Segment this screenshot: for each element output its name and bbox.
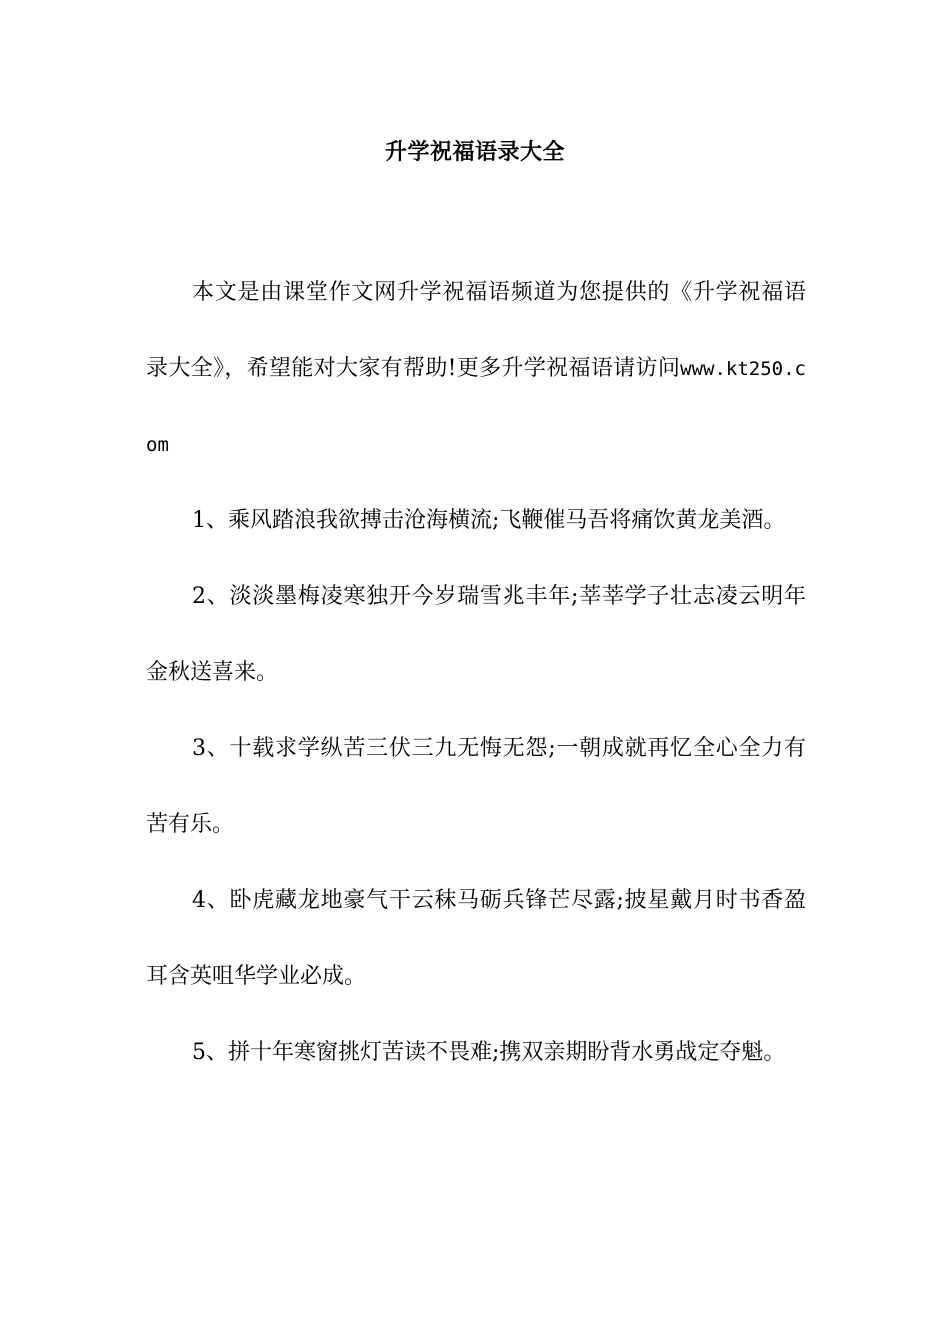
- list-item: 4、卧虎藏龙地豪气干云秣马砺兵锋芒尽露;披星戴月时书香盈耳含英咀华学业必成。: [146, 888, 806, 989]
- list-item: 1、乘风踏浪我欲搏击沧海横流;飞鞭催马吾将痛饮黄龙美酒。: [192, 508, 786, 533]
- list-item: 3、十载求学纵苦三伏三九无悔无怨;一朝成就再忆全心全力有苦有乐。: [146, 736, 806, 837]
- list-item: 2、淡淡墨梅凌寒独开今岁瑞雪兆丰年;莘莘学子壮志凌云明年金秋送喜来。: [146, 584, 806, 685]
- intro-paragraph: [146, 255, 806, 483]
- page-title: 升学祝福语录大全: [384, 140, 565, 165]
- list-item: 5、拼十年寒窗挑灯苦读不畏难;携双亲期盼背水勇战定夺魁。: [192, 1040, 786, 1065]
- document-body: [146, 255, 806, 1091]
- website-url: www.kt250.com: [146, 358, 806, 456]
- intro-text: 本文是由课堂作文网升学祝福语频道为您提供的《升学祝福语录大全》，希望能对大家有帮助!更多升学祝福语请访问: [146, 280, 806, 381]
